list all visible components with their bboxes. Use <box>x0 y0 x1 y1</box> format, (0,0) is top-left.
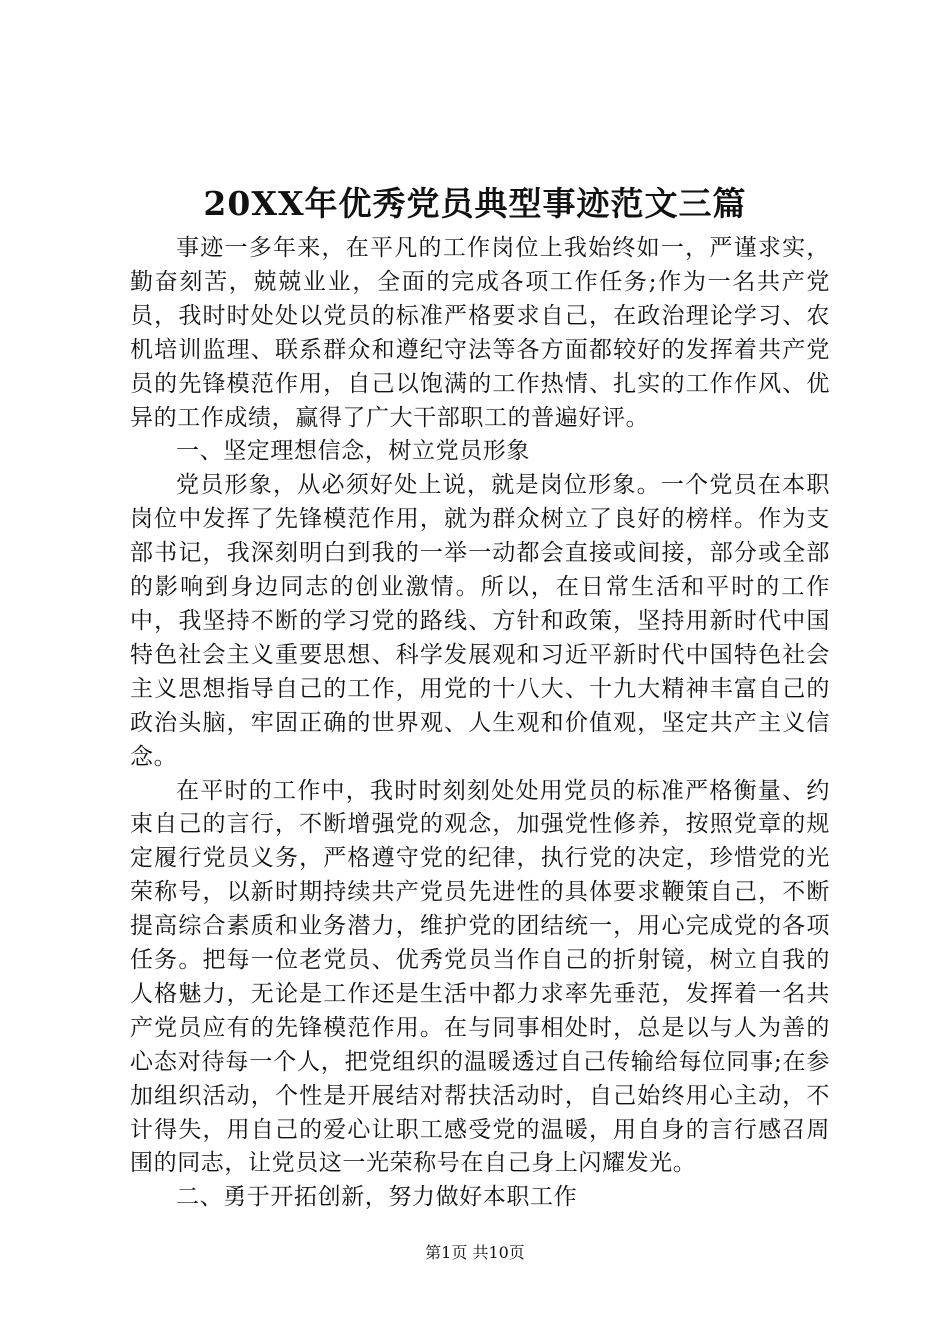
section-heading-2: 二、勇于开拓创新，努力做好本职工作 <box>176 1184 578 1211</box>
section-heading-1: 一、坚定理想信念，树立党员形象 <box>176 438 530 465</box>
paragraph-intro: 事迹一多年来，在平凡的工作岗位上我始终如一，严谨求实，勤奋刻苦，兢兢业业，全面的完成各项工作任务;作为一名共产党员，我时时处处以党员的标准严格要求自己，在政治理论学习、农机培训监理、联系群众和遵纪守法等各方面都较好的发挥着共产党员的先锋模范作用，自己以饱满的工作热情、扎实的工作作风、优异的工作成绩，赢得了广大干部职工的普遍好评。 <box>130 235 830 431</box>
document-title: 20XX年优秀党员典型事迹范文三篇 <box>203 184 747 223</box>
page-number-footer: 第1页 共10页 <box>425 1243 525 1262</box>
document-body <box>130 232 830 1215</box>
paragraph-daily-work: 在平时的工作中，我时时刻刻处处用党员的标准严格衡量、约束自己的言行，不断增强党的观念，加强党性修养，按照党章的规定履行党员义务，严格遵守党的纪律，执行党的决定，珍惜党的光荣称号，以新时期持续共产党员先进性的具体要求鞭策自己，不断提高综合素质和业务潜力，维护党的团结统一，用心完成党的各项任务。把每一位老党员、优秀党员当作自己的折射镜，树立自我的人格魅力，无论是工作还是生活中都力求率先垂范，发挥着一名共产党员应有的先锋模范作用。在与同事相处时，总是以与人为善的心态对待每一个人，把党组织的温暖透过自己传输给每位同事;在参加组织活动，个性是开展结对帮扶活动时，自己始终用心主动，不计得失，用自己的爱心让职工感受党的温暖，用自身的言行感召周围的同志，让党员这一光荣称号在自己身上闪耀发光。 <box>130 777 830 1177</box>
paragraph-party-image: 党员形象，从必须好处上说，就是岗位形象。一个党员在本职岗位中发挥了先锋模范作用，就为群众树立了良好的榜样。作为支部书记，我深刻明白到我的一举一动都会直接或间接，部分或全部的影响到身边同志的创业激情。所以，在日常生活和平时的工作中，我坚持不断的学习党的路线、方针和政策，坚持用新时代中国特色社会主义重要思想、科学发展观和习近平新时代中国特色社会主义思想指导自己的工作，用党的十八大、十九大精神丰富自己的政治头脑，牢固正确的世界观、人生观和价值观，坚定共产主义信念。 <box>130 472 830 770</box>
